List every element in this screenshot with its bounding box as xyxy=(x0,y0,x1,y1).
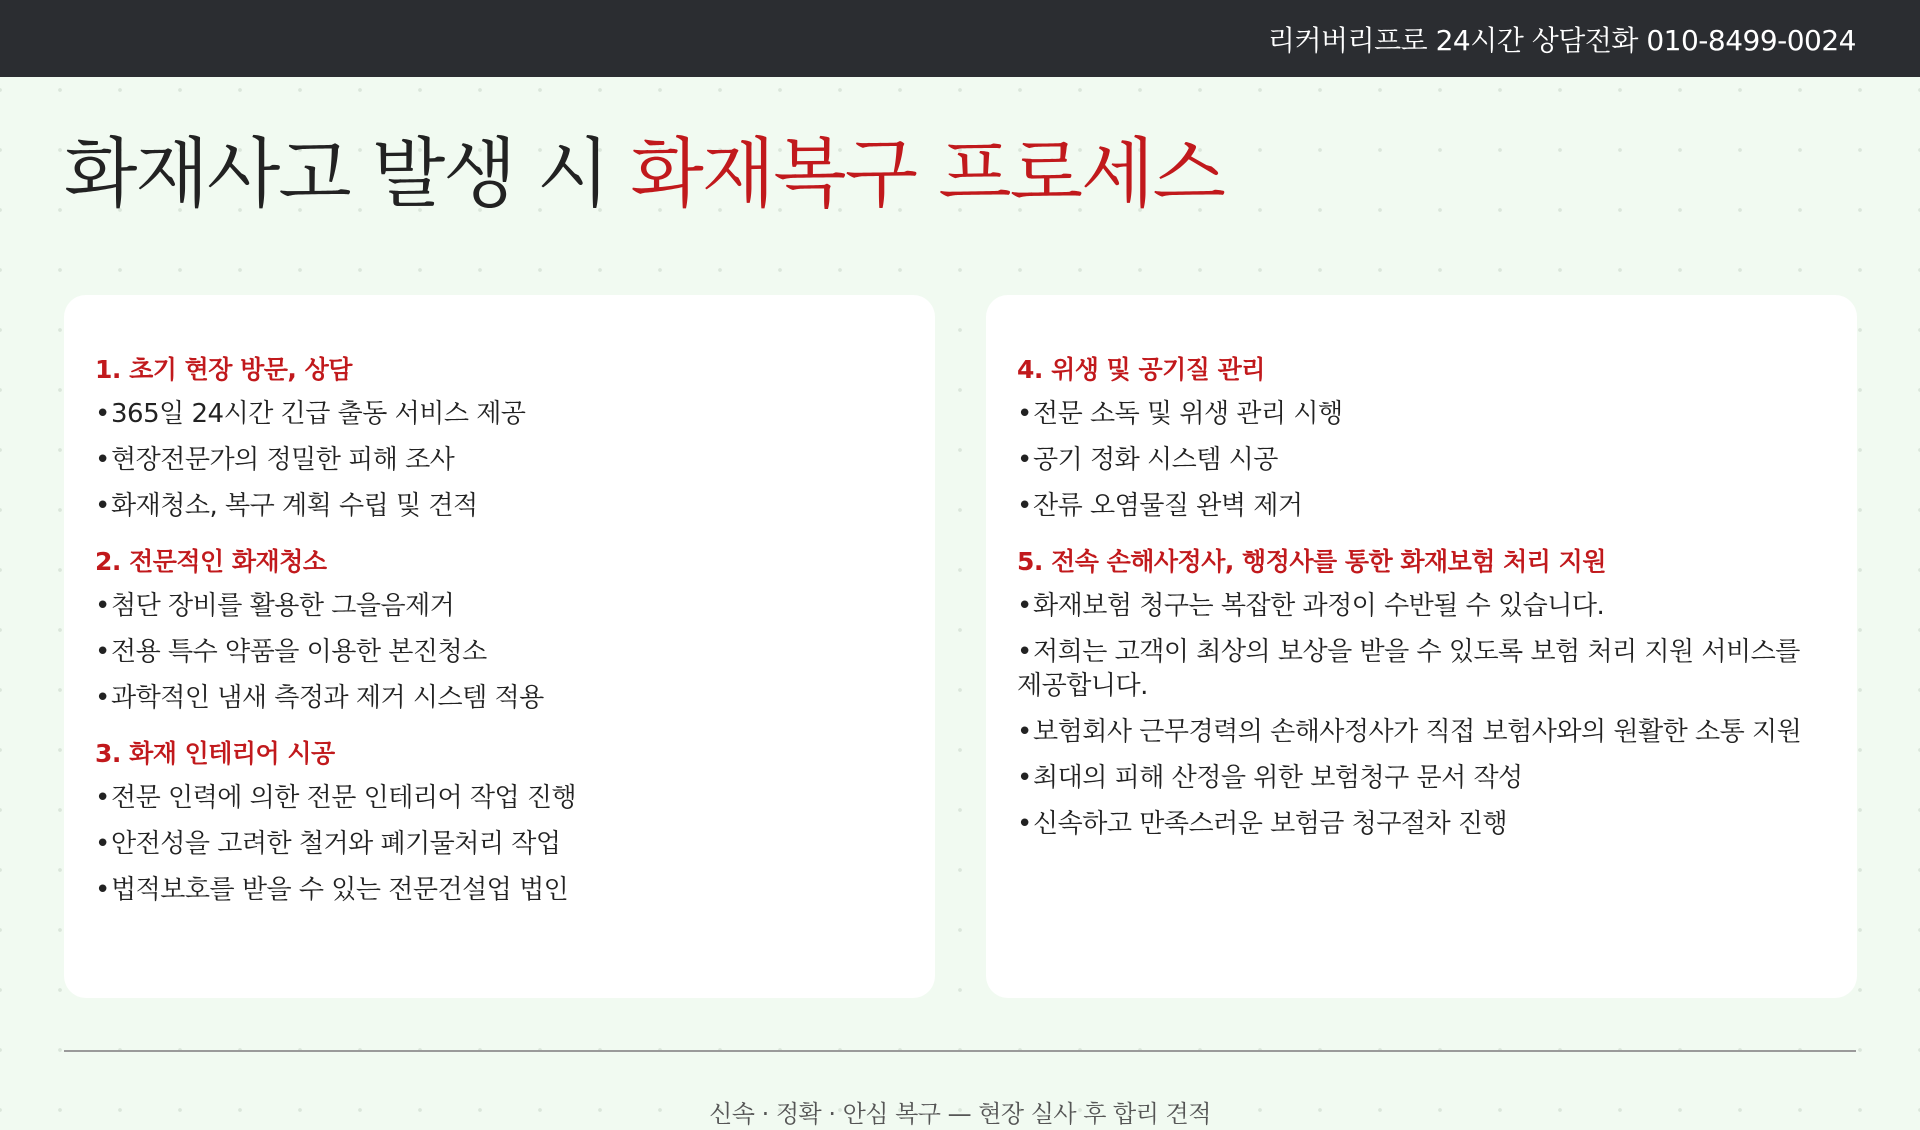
section-title-fire-cleaning: 2. 전문적인 화재청소 xyxy=(95,547,327,576)
list-item-text: 최대의 피해 산정을 위한 보험청구 문서 작성 xyxy=(1033,763,1523,793)
list-item xyxy=(95,589,905,623)
section-list-interior xyxy=(95,781,905,907)
list-item xyxy=(1017,807,1827,841)
bullet: • xyxy=(1017,717,1032,747)
list-item xyxy=(1017,397,1827,431)
list-item-text: 공기 정화 시스템 시공 xyxy=(1033,445,1278,475)
list-item-text: 화재청소, 복구 계획 수립 및 견적 xyxy=(111,491,478,521)
bullet: • xyxy=(1017,445,1032,475)
section-title-initial-visit: 1. 초기 현장 방문, 상담 xyxy=(95,355,352,384)
process-card-right xyxy=(986,295,1857,998)
list-item-text: 화재보험 청구는 복잡한 과정이 수반될 수 있습니다. xyxy=(1033,591,1605,621)
bullet: • xyxy=(95,491,110,521)
list-item xyxy=(1017,443,1827,477)
bullet: • xyxy=(1017,591,1032,621)
bullet: • xyxy=(1017,491,1032,521)
list-item-text: 신속하고 만족스러운 보험금 청구절차 진행 xyxy=(1033,809,1508,839)
section-list-hygiene xyxy=(1017,397,1827,523)
section-list-fire-cleaning xyxy=(95,589,905,715)
list-item-text: 저희는 고객이 최상의 보상을 받을 수 있도록 보험 처리 지원 서비스를 제공합니다. xyxy=(1017,637,1800,701)
list-item-text: 안전성을 고려한 철거와 폐기물처리 작업 xyxy=(111,829,561,859)
page-title-prefix: 화재사고 발생 시 xyxy=(64,129,631,218)
footer-divider xyxy=(64,1050,1856,1052)
list-item-text: 전문 인력에 의한 전문 인테리어 작업 진행 xyxy=(111,783,577,813)
bullet: • xyxy=(95,399,110,429)
list-item-text: 잔류 오염물질 완벽 제거 xyxy=(1033,491,1303,521)
list-item xyxy=(1017,715,1827,749)
list-item xyxy=(1017,761,1827,795)
list-item-text: 전문 소독 및 위생 관리 시행 xyxy=(1033,399,1343,429)
bullet: • xyxy=(95,875,110,905)
list-item xyxy=(95,443,905,477)
list-item xyxy=(95,781,905,815)
bullet: • xyxy=(95,445,110,475)
bullet: • xyxy=(1017,763,1032,793)
list-item-text: 365일 24시간 긴급 출동 서비스 제공 xyxy=(111,399,526,429)
list-item xyxy=(1017,589,1827,623)
section-title-insurance: 5. 전속 손해사정사, 행정사를 통한 화재보험 처리 지원 xyxy=(1017,547,1606,576)
bullet: • xyxy=(95,591,110,621)
list-item xyxy=(95,681,905,715)
page-title-accent: 화재복구 프로세스 xyxy=(630,129,1224,218)
list-item xyxy=(95,489,905,523)
section-title-interior: 3. 화재 인테리어 시공 xyxy=(95,739,335,768)
page-title xyxy=(64,129,1224,218)
bullet: • xyxy=(95,683,110,713)
bullet: • xyxy=(95,829,110,859)
list-item xyxy=(1017,635,1827,703)
section-title-hygiene: 4. 위생 및 공기질 관리 xyxy=(1017,355,1265,384)
list-item xyxy=(95,635,905,669)
list-item-text: 전용 특수 약품을 이용한 본진청소 xyxy=(111,637,487,667)
list-item-text: 보험회사 근무경력의 손해사정사가 직접 보험사와의 원활한 소통 지원 xyxy=(1033,717,1802,747)
list-item xyxy=(95,873,905,907)
list-item-text: 현장전문가의 정밀한 피해 조사 xyxy=(111,445,455,475)
list-item-text: 과학적인 냄새 측정과 제거 시스템 적용 xyxy=(111,683,544,713)
bullet: • xyxy=(1017,637,1032,667)
contact-phone-text: 리커버리프로 24시간 상담전화 010-8499-0024 xyxy=(1267,23,1856,57)
section-list-initial-visit xyxy=(95,397,905,523)
footer-tagline: 신속 · 정확 · 안심 복구 — 현장 실사 후 합리 견적 xyxy=(709,1100,1211,1128)
list-item-text: 법적보호를 받을 수 있는 전문건설업 법인 xyxy=(111,875,569,905)
process-card-left xyxy=(64,295,935,998)
list-item xyxy=(95,397,905,431)
top-contact-bar xyxy=(0,0,1920,77)
bullet: • xyxy=(1017,809,1032,839)
bullet: • xyxy=(95,783,110,813)
section-list-insurance xyxy=(1017,589,1827,841)
bullet: • xyxy=(95,637,110,667)
list-item xyxy=(95,827,905,861)
bullet: • xyxy=(1017,399,1032,429)
list-item xyxy=(1017,489,1827,523)
list-item-text: 첨단 장비를 활용한 그을음제거 xyxy=(111,591,455,621)
